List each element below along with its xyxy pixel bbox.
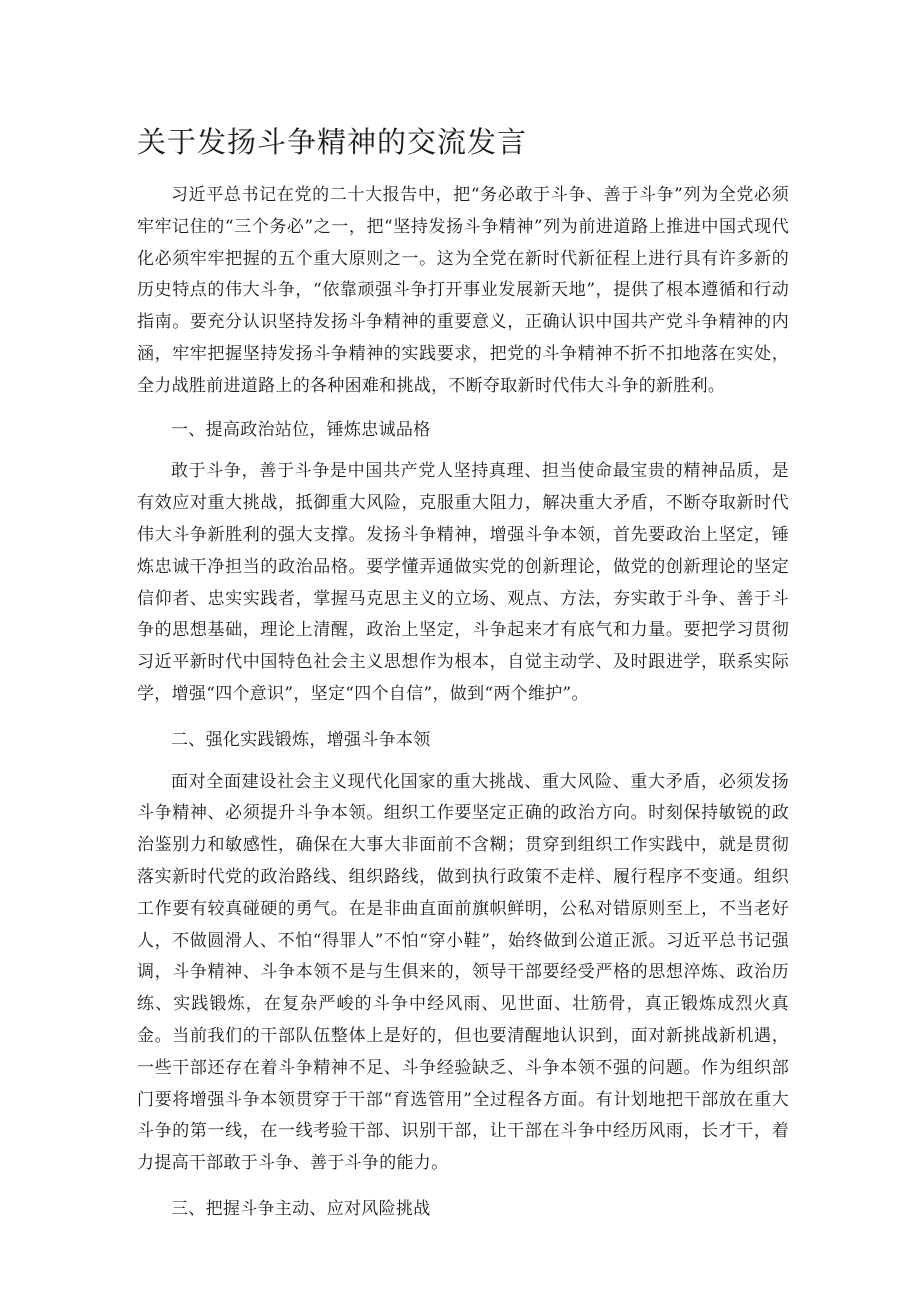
section-body-1: 敢于斗争，善于斗争是中国共产党人坚持真理、担当使命最宝贵的精神品质，是有效应对重大挑战，抵御重大风险，克服重大阻力，解决重大矛盾，不断夺取新时代伟大斗争新胜利的强大支撑。发扬斗争精神，增强斗争本领，首先要政治上坚定，锤炼忠诚干净担当的政治品格。要学懂弄通做实党的创新理论，做党的创新理论的坚定信仰者、忠实实践者，掌握马克思主义的立场、观点、方法，夯实敢于斗争、善于斗争的思想基础，理论上清醒，政治上坚定，斗争起来才有底气和力量。要把学习贯彻习近平新时代中国特色社会主义思想作为根本，自觉主动学、及时跟进学，联系实际学，增强“四个意识”，坚定“四个自信”，做到“两个维护”。	[137, 461, 789, 704]
section-heading-3: 三、把握斗争主动、应对风险挑战	[171, 1198, 431, 1219]
section-heading-1: 一、提高政治站位，锤炼忠诚品格	[171, 419, 431, 440]
section-body-2: 面对全面建设社会主义现代化国家的重大挑战、重大风险、重大矛盾，必须发扬斗争精神、必须提升斗争本领。组织工作要坚定正确的政治方向。时刻保持敏锐的政治鉴别力和敏感性，确保在大事大非面前不含糊；贯穿到组织工作实践中，就是贯彻落实新时代党的政治路线、组织路线，做到执行政策不走样、履行程序不变通。组织工作要有较真碰硬的勇气。在是非曲直面前旗帜鲜明，公私对错原则至上，不当老好人，不做圆滑人、不怕“得罪人”不怕“穿小鞋”，始终做到公道正派。习近平总书记强调，斗争精神、斗争本领不是与生俱来的，领导干部要经受严格的思想淬炼、政治历练、实践锻炼，在复杂严峻的斗争中经风雨、见世面、壮筋骨，真正锻炼成烈火真金。当前我们的干部队伍整体上是好的，但也要清醒地认识到，面对新挑战新机遇，一些干部还存在着斗争精神不足、斗争经验缺乏、斗争本领不强的问题。作为组织部门要将增强斗争本领贯穿于干部“育选管用”全过程各方面。有计划地把干部放在重大斗争的第一线，在一线考验干部、识别干部，让干部在斗争中经历风雨，长才干，着力提高干部敢于斗争、善于斗争的能力。	[137, 771, 789, 1174]
intro-paragraph: 习近平总书记在党的二十大报告中，把“务必敢于斗争、善于斗争”列为全党必须牢牢记住的“三个务必”之一，把“坚持发扬斗争精神”列为前进道路上推进中国式现代化必须牢牢把握的五个重大原则之一。这为全党在新时代新征程上进行具有许多新的历史特点的伟大斗争，“依靠顽强斗争打开事业发展新天地”，提供了根本遵循和行动指南。要充分认识坚持发扬斗争精神的重要意义，正确认识中国共产党斗争精神的内涵，牢牢把握坚持发扬斗争精神的实践要求，把党的斗争精神不折不扣地落在实处，全力战胜前进道路上的各种困难和挑战，不断夺取新时代伟大斗争的新胜利。	[137, 185, 789, 396]
document-content	[137, 180, 789, 1236]
section-heading-2: 二、强化实践锻炼，增强斗争本领	[171, 729, 431, 750]
document-title: 关于发扬斗争精神的交流发言	[137, 125, 528, 159]
